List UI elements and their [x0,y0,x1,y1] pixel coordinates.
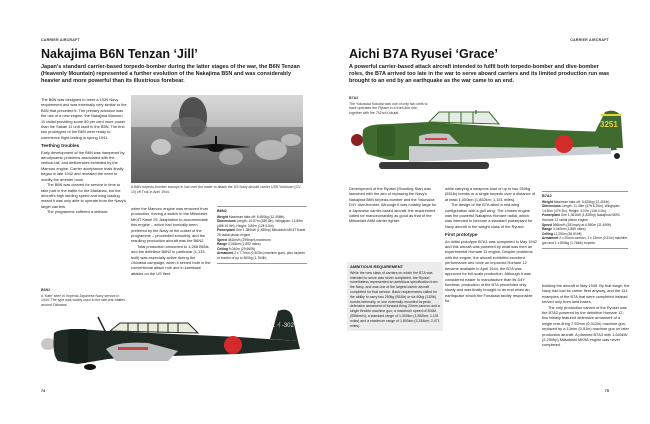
paragraph: when the Mamoru engine was removed from production, forcing a switch to the Mitsubishi MK4T Kasei 25. Adaptation to accommodate this engine – which had ironically been preferred by the Navy at the outset of the programme – proceeded smoothly, and the resulting production aircraft was the B6N2. [131,206,208,244]
spec-row: Weight Maximum take-off: 5,650kg (12,456lb) [217,214,285,219]
sidebar-box [347,262,443,331]
section-label: CARRIER AIRCRAFT [41,38,80,42]
b7a-aircraft-profile [349,110,629,182]
spec-row: Ceiling 9,040m (29,660ft) [217,246,255,251]
subheading: First prototype [445,232,478,238]
paragraph: The B6N was cleared for service in time to take part in the battle for the Marianas, but the aircraft’s high landing speed and wing loading meant it was only able to operate from the Navy’s larger carriers. [41,182,127,209]
b6n-aircraft-profile [38,309,306,381]
section-label: CARRIER AIRCRAFT [570,38,609,42]
sidebar-text: While the new class of carriers on which the B7A was intended to serve was never completed, the Ryusei nonetheless represented an ambitious specification from the Navy, and was one of the largest carrier aircraft completed for that service. Basic requirements called for the ability to carry two 250kg (551lb) or six 60kg (132lb) bombs internally, or one externally mounted torpedo; defensive armament of forward-firing 20mm cannon and a single flexible machine gun; a maximum speed of 300kt (556km/h); a standard range of 1,000km (1,852km; 1,151 miles) and a maximum range of 1,800km (3,334km; 2,071 miles). [350,270,440,328]
paragraph: The only production variant of the Ryusei was the B7A2 powered by the definitive Homare 12; this initially featured defensive armament of a single rear-firing 7.92mm (0.312in) machine gun, replaced by a 13mm (0.51in) machine gun on later production aircraft. A planned B7A3 with 1,640kW (2,200hp) Mitsubishi MK9A engine was never completed. [542,304,629,348]
spec-box [217,206,307,264]
spec-code: B7A2 [542,194,552,198]
spec-box [542,191,628,249]
caption-code: B6N2 [41,288,51,292]
photo-caption: A B6N torpedo-bomber swoops in low over the water to attack the US Navy aircraft carrier USS Yorktown (CV-10) off Truk in April 1944. [131,185,302,194]
caption-text: The Yokosuka Kokutai was one of only two units to have operated the Ryusei in a front-line role, together with the 752nd Kokutai. [349,101,428,115]
paragraph: Development of the Ryusei (Shooting Star) was launched with the aim of replacing the Navy’s Nakajima B6N torpedo-bomber and the Yokosuka D4Y dive-bomber. Although it was notably large for a Japanese carrier-based aircraft, the requirement called for manoeuvrability as good as that of the Mitsubishi A6M carrier fighter. [349,186,437,224]
spec-row: Powerplant One 1,380kW (1,850hp) Mitsubishi MK4T Kasei 25 radial piston engine [217,228,306,237]
page-number: 75 [604,389,609,393]
spec-row: Armament 2 x 20mm cannon, 1 x 13mm (0.51in) machine gun and 1 x 800kg (1,764lb) torpedo [542,236,628,245]
spec-row: Armament 2 x 7.7mm (0.303in) machine guns, plus torpedo or bombs of up to 800kg (1,764lb) [217,251,305,260]
intro-text: A powerful carrier-based attack aircraft intended to fulfil both torpedo-bomber and dive-bomber roles, the B7A arrived too late in the war to serve aboard carriers and its limited production run was brought to an end by an earthquake as the war came to an end. [349,64,610,84]
page-number: 74 [41,389,46,393]
paragraph: building the aircraft in May 1945. By that stage, the Navy had lost its carrier fleet anyway, and the 114 examples of the B7A that were completed instead served only from land bases. [542,283,630,305]
spec-row: Ceiling 11,250m (36,910ft) [542,231,582,236]
profile-caption [41,288,127,307]
sidebar-heading: AMBITIOUS REQUIREMENT [350,264,404,269]
subheading: Teething troubles [41,143,80,149]
spec-row: Speed 481km/h (299mph) maximum [217,237,271,242]
spec-row: Weight Maximum take-off: 5,625kg (12,401lb) [542,199,610,204]
tail-code: 3251 [600,120,618,129]
spec-row: Dimensions Length: 11.49m (37ft 8.25in), Wingspan: 14.40m (47ft 3in), Height: 4.07m (13ft 4.2in) [542,204,621,213]
paragraph: The design of the B7A allied a mid-wing configuration with a gull wing. The chosen engine was the powerful Nakajima Homare radial, which was intended to become a standard powerplant for Navy aircraft in the weight class of the Ryusei. [445,202,533,229]
page-title: Nakajima B6N Tenzan ‘Jill’ [41,47,198,61]
intro-text: Japan’s standard carrier-based torpedo-bomber during the latter stages of the war, the B6N Tenzan (Heavenly Mountain) represented a further evolution of the Nakajima B5N and was considerably heavier and more powerful than its illustrious forebear. [41,64,300,84]
caption-code: B7A2 [349,96,359,100]
spec-row: Speed 566km/h (351mph) at 6,550m (21,490ft) [542,222,612,227]
body-column-3 [542,283,630,348]
spec-row: Dimensions Length: 10.87m (35ft 8in), Wingspan: 14.89m (48ft 10.5in), Height: 3.80m (12ft 5.5in) [217,219,303,228]
spec-row: Powerplant One 1,361kW (1,825hp) Nakajima NK9C Homare 12 radial piston engine [542,213,621,222]
paragraph: while carrying a weapons load of up to two 250kg (551lb) bombs or a single torpedo over a distance of at least 1,000km (1,852km; 1,151 miles). [445,186,535,202]
torpedo-bomber-photo [131,95,303,183]
spec-row: Range 3,040km (1,889 miles) [542,227,586,232]
body-column-1 [349,186,437,224]
paragraph: Early development of the B6N was hampered by aerodynamic problems associated with the vertical tail, and deficiencies exhibited by the Mamoru engine. Carrier acceptance trials finally began in late 1942 and revealed the need to modify the arrester hook. [41,149,125,182]
paragraph: Total production amounted to 1,268 B6Ns, and the definitive B6N2 in particular (1,133 built) was especially active during the Okinawa campaign, when it served both in the conventional attack role and in kamikaze attacks on the US fleet. [131,243,211,276]
paragraph: An initial prototype B7A1 was completed in May 1942 and this aircraft was powered by what was then an experimental Homare 11 engine. Despite problems with the engine, the aircraft exhibited excellent performance and once an improved Homare 12 became available in April 1944, the B7A was approved for full-scale production. Although it was considered easier to manufacture than its D4Y forebear, production of the B7A proceeded only slowly and was finally brought to an end when an earthquake struck the Funakata facility responsible for [445,238,537,304]
caption-text: A ‘Kate’ seen in Imperial Japanese Navy service in 1944. The type was widely used in the late-war battles around Okinawa. [41,293,125,307]
paragraph: The programme suffered a setback [47,209,108,215]
tail-code: ヒイ-302 [270,323,294,329]
body-column-1 [41,97,127,215]
paragraph: The B6N was designed to meet a 1939 Navy requirement and was externally very similar to the B5N that preceded it. The primary advance was the use of a new engine, the Nakajima Mamoru 11 radial providing some 80 per cent more power than the Sakae 11 unit used in the B5N. The first two prototypes of the B6N were ready to commence flight testing in spring 1941. [41,97,127,140]
spec-row: Range 3,045km (1,892 miles) [217,242,261,247]
body-column-2 [131,206,211,276]
body-column-2 [445,186,537,304]
spec-code: B6N2 [217,209,227,213]
page-title: Aichi B7A Ryusei ‘Grace’ [349,47,498,61]
right-page [325,0,650,424]
